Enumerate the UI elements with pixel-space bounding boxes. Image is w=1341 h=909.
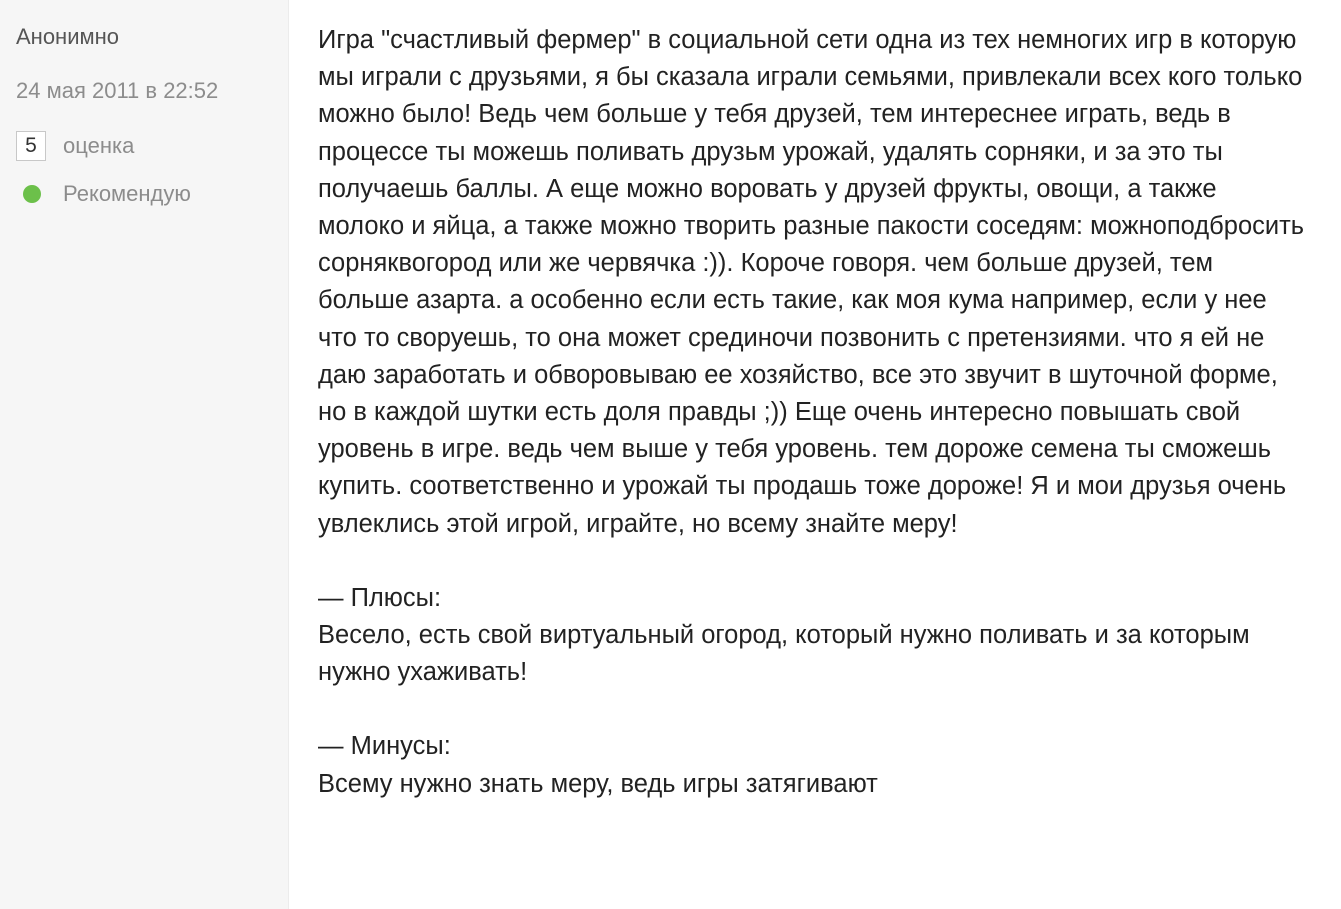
recommend-dot-icon — [23, 185, 41, 203]
review-body: Игра "счастливый фермер" в социальной сети одна из тех немногих игр в которую мы играли с друзьями, я бы сказала играли семьями, привлекали всех кого только можно было! Ведь чем больше у тебя друзей, тем интереснее играть, ведь в процессе ты можешь поливать друзьм урожай, удалять сорняки, и за это ты получаешь баллы. А еще можно воровать у друзей фрукты, овощи, а также молоко и яйца, а также можно творить разные пакости соседям: можноподбросить сорняквогород или же червячка :)). Короче говоря. чем больше друзей, тем больше азарта. а особенно если есть такие, как моя кума например, если у нее что то своруешь, то она может срединочи позвонить с претензиями. что я ей не даю заработать и обворовываю ее хозяйство, все это звучит в шуточной форме, но в каждой шутки есть доля правды ;)) Еще очень интересно повышать свой уровень в игре. ведь чем выше у тебя уровень. тем дороже семена ты сможешь купить. соответственно и урожай ты продашь тоже дороже! Я и мои друзья очень увлеклись этой игрой, играйте, но всему знайте меру! — [318, 26, 1305, 538]
rating-label: оценка — [63, 133, 135, 158]
cons-heading: — Минусы: — [318, 732, 451, 761]
review-meta-sidebar — [0, 0, 289, 909]
review-date: 24 мая 2011 в 22:52 — [16, 78, 219, 103]
rating-value-badge: 5 — [16, 131, 46, 161]
cons-text: Всему нужно знать меру, ведь игры затягивают — [318, 769, 878, 798]
author-name: Анонимно — [16, 24, 120, 49]
recommend-row — [16, 179, 288, 209]
rating-row — [16, 131, 288, 161]
recommend-label: Рекомендую — [63, 181, 191, 206]
pros-text: Весело, есть свой виртуальный огород, который нужно поливать и за которым нужно ухаживать! — [318, 621, 1250, 687]
pros-heading: — Плюсы: — [318, 583, 442, 612]
review-content — [289, 0, 1341, 909]
spacer — [318, 543, 1311, 580]
spacer — [318, 691, 1311, 728]
